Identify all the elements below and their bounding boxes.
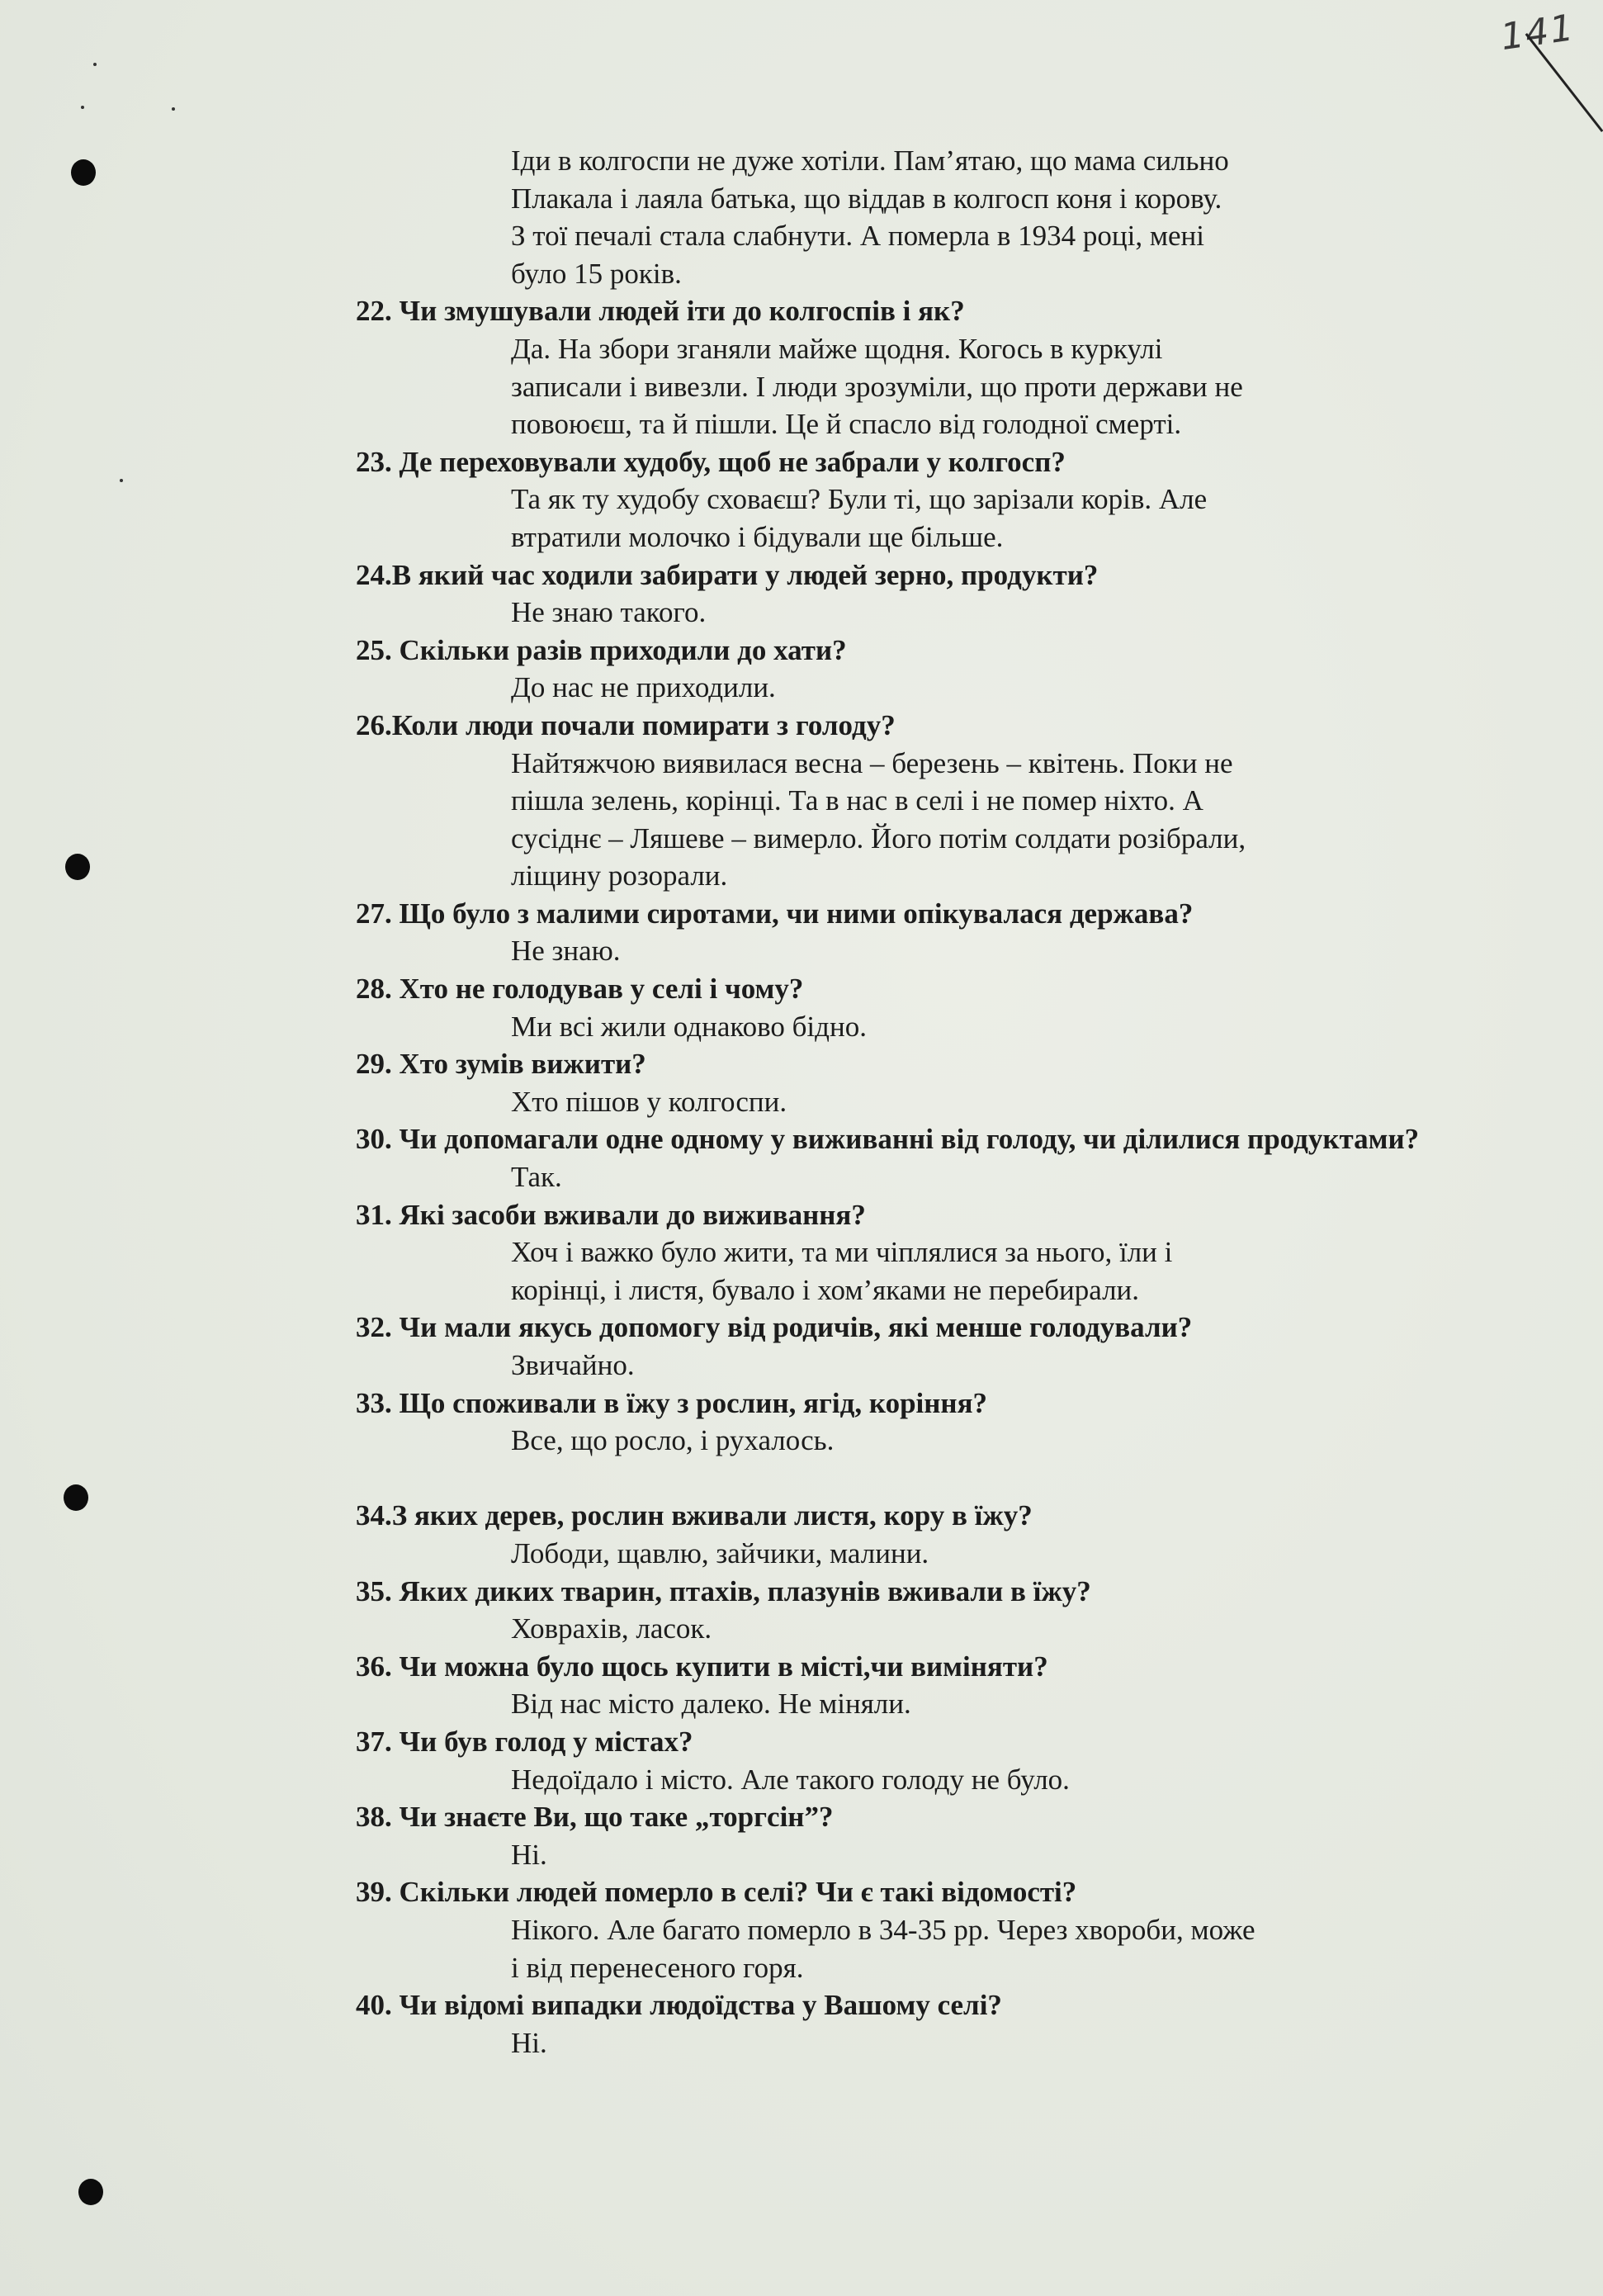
answer-line: і від перенесеного горя. xyxy=(511,1951,804,1984)
blank-line xyxy=(0,1460,1603,1498)
qa-item xyxy=(0,1798,1603,1873)
qa-item xyxy=(0,1045,1603,1120)
qa-item xyxy=(0,895,1603,970)
answer-continuation xyxy=(0,142,1603,292)
answer-line: ліщину розорали. xyxy=(511,859,728,892)
qa-item xyxy=(0,556,1603,632)
answer-line: втратили молочко і бідували ще більше. xyxy=(511,520,1004,553)
answer-line: Найтяжчою виявилася весна – березень – квітень. Поки не xyxy=(511,746,1233,779)
qa-item xyxy=(0,1648,1603,1723)
answer-line: З тої печалі стала слабнути. А померла в 1934 році, мені xyxy=(511,220,1204,253)
speck xyxy=(81,106,84,109)
qa-item xyxy=(0,1573,1603,1648)
qa-item xyxy=(0,970,1603,1045)
qa-item xyxy=(0,632,1603,707)
speck xyxy=(93,63,97,66)
question: 22. Чи змушували людей іти до колгоспів і як? xyxy=(356,295,965,328)
answer-line: було 15 років. xyxy=(511,257,682,290)
answer-line: пішла зелень, корінці. Та в нас в селі і не помер ніхто. А xyxy=(511,784,1203,817)
question: 34.З яких дерев, рослин вживали листя, кору в їжу? xyxy=(356,1499,1033,1532)
question: 31. Які засоби вживали до виживання? xyxy=(356,1198,866,1231)
qa-item xyxy=(0,1196,1603,1309)
question: 28. Хто не голодував у селі і чому? xyxy=(356,973,804,1006)
answer-line: Так. xyxy=(511,1161,562,1194)
answer-line: Нікого. Але багато померло в 34-35 рр. Через хвороби, може xyxy=(511,1913,1255,1946)
speck xyxy=(172,107,175,111)
question: 39. Скільки людей померло в селі? Чи є такі відомості? xyxy=(356,1876,1077,1909)
answer-line: Плакала і лаяла батька, що віддав в колгосп коня і корову. xyxy=(511,182,1222,215)
answer-line: Від нас місто далеко. Не міняли. xyxy=(511,1688,911,1721)
answer-line: Хоч і важко було жити, та ми чіплялися за нього, їли і xyxy=(511,1236,1173,1269)
answer-line: сусіднє – Ляшеве – вимерло. Його потім солдати розібрали, xyxy=(511,821,1246,854)
question: 33. Що споживали в їжу з рослин, ягід, коріння? xyxy=(356,1386,988,1419)
qa-item xyxy=(0,1873,1603,1986)
question: 24.В який час ходили забирати у людей зерно, продукти? xyxy=(356,558,1099,591)
answer-line: Ні. xyxy=(511,2026,547,2059)
answer-line: Лободи, щавлю, зайчики, малини. xyxy=(511,1536,929,1569)
qa-item xyxy=(0,1986,1603,2062)
question: 32. Чи мали якусь допомогу від родичів, які менше голодували? xyxy=(356,1311,1193,1344)
question: 27. Що було з малими сиротами, чи ними опікувалася держава? xyxy=(356,897,1194,930)
question: 26.Коли люди почали помирати з голоду? xyxy=(356,708,896,741)
answer-line: Ні. xyxy=(511,1838,547,1871)
qa-item xyxy=(0,443,1603,556)
qa-item xyxy=(0,707,1603,895)
qa-item xyxy=(0,1723,1603,1798)
answer-line: Звичайно. xyxy=(511,1349,635,1381)
answer-line: Недоїдало і місто. Але такого голоду не було. xyxy=(511,1763,1070,1796)
qa-item xyxy=(0,1385,1603,1460)
answer-line: повоюєш, та й пішли. Це й спасло від голодної смерті. xyxy=(511,408,1182,441)
qa-item xyxy=(0,1309,1603,1384)
answer-line: Ховрахів, ласок. xyxy=(511,1612,712,1645)
question: 35. Яких диких тварин, птахів, плазунів вживали в їжу? xyxy=(356,1574,1091,1607)
question: 37. Чи був голод у містах? xyxy=(356,1725,693,1758)
qa-item xyxy=(0,1120,1603,1195)
answer-line: Не знаю. xyxy=(511,935,621,968)
question: 38. Чи знаєте Ви, що таке „торгсін”? xyxy=(356,1801,834,1834)
answer-line: записали і вивезли. І люди зрозуміли, що проти держави не xyxy=(511,370,1243,403)
answer-line: Да. На збори зганяли майже щодня. Когось в куркулі xyxy=(511,332,1163,365)
punch-hole xyxy=(78,2179,103,2205)
question: 25. Скільки разів приходили до хати? xyxy=(356,633,847,666)
question: 36. Чи можна було щось купити в місті,чи виміняти? xyxy=(356,1650,1048,1683)
question: 23. Де переховували худобу, щоб не забрали у колгосп? xyxy=(356,445,1066,478)
answer-line: Іди в колгоспи не дуже хотіли. Пам’ятаю, що мама сильно xyxy=(511,144,1229,177)
question: 30. Чи допомагали одне одному у виживанні від голоду, чи ділилися продуктами? xyxy=(356,1123,1420,1156)
answer-line: корінці, і листя, бувало і хом’яками не перебирали. xyxy=(511,1273,1140,1306)
question: 40. Чи відомі випадки людоїдства у Вашому селі? xyxy=(356,1989,1002,2022)
qa-item xyxy=(0,292,1603,443)
handwritten-page-number: 141 xyxy=(1497,6,1578,59)
answer-line: Ми всі жили однаково бідно. xyxy=(511,1010,867,1043)
answer-line: Та як ту худобу сховаєш? Були ті, що зарізали корів. Але xyxy=(511,483,1208,516)
interview-text xyxy=(0,142,1603,2062)
question: 29. Хто зумів вижити? xyxy=(356,1048,646,1081)
qa-item xyxy=(0,1497,1603,1572)
answer-line: Все, що росло, і рухалось. xyxy=(511,1424,835,1457)
answer-line: Не знаю такого. xyxy=(511,596,707,629)
answer-line: Хто пішов у колгоспи. xyxy=(511,1085,787,1118)
answer-line: До нас не приходили. xyxy=(511,671,776,704)
